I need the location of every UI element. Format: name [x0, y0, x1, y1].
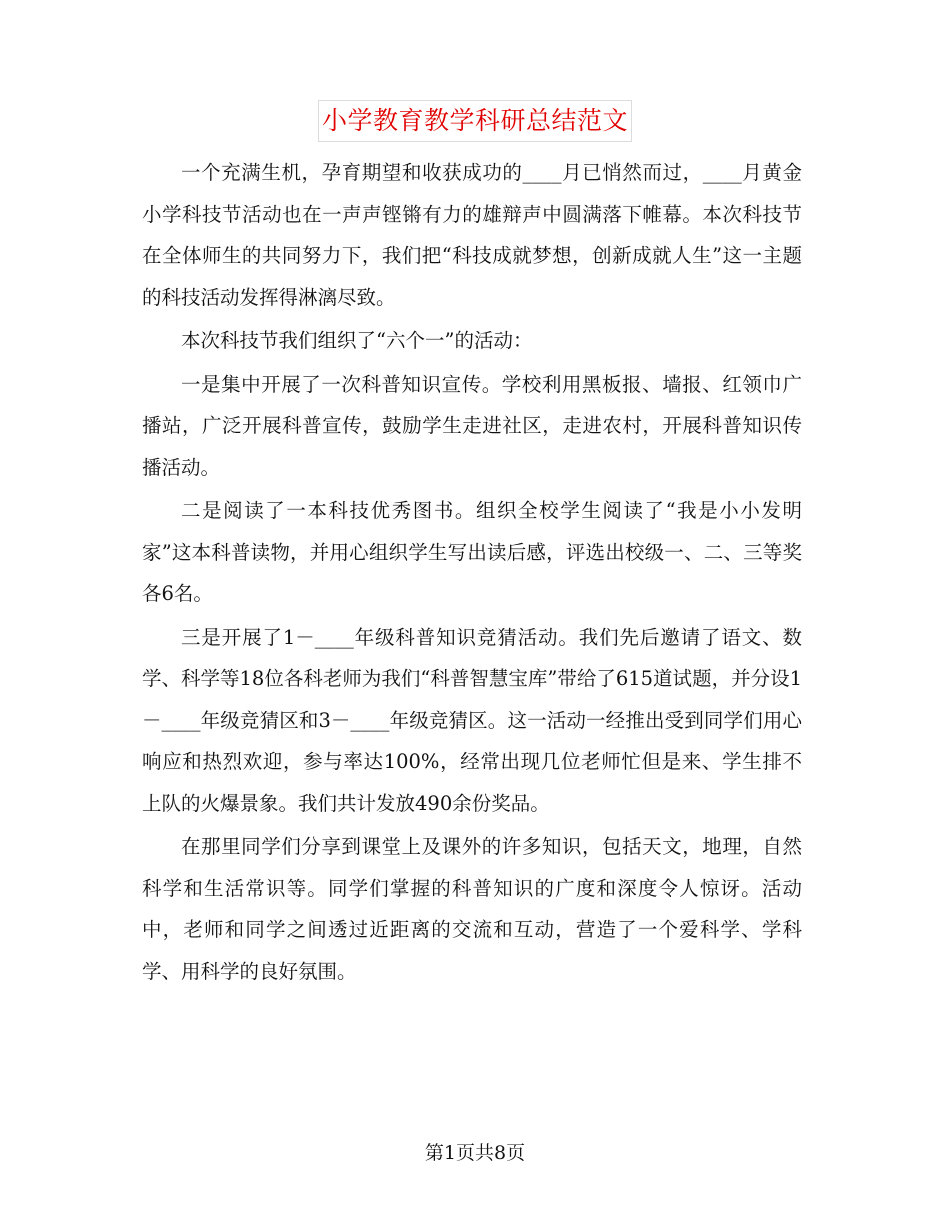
paragraph-4: 二是阅读了一本科技优秀图书。组织全校学生阅读了“我是小小发明家”这本科普读物，并用心组织学生写出读后感，评选出校级一、二、三等奖各6名。 [142, 499, 802, 605]
page-number-footer: 第1页共8页 [424, 1142, 526, 1164]
paragraph-6: 在那里同学们分享到课堂上及课外的许多知识，包括天文，地理，自然科学和生活常识等。同学们掌握的科普知识的广度和深度令人惊讶。活动中，老师和同学之间透过近距离的交流和互动，营造了一个爱科学、学科学、用科学的良好氛围。 [142, 835, 802, 983]
paragraph-3: 一是集中开展了一次科普知识宣传。学校利用黑板报、墙报、红领巾广播站，广泛开展科普宣传，鼓励学生走进社区，走进农村，开展科普知识传播活动。 [142, 372, 802, 479]
title-area [0, 100, 950, 142]
paragraph-1: 一个充满生机，孕育期望和收获成功的____月已悄然而过，____月黄金小学科技节活动也在一声声铿锵有力的雄辩声中圆满落下帷幕。本次科技节在全体师生的共同努力下，我们把“科技成就梦想，创新成就人生”这一主题的科技活动发挥得淋漓尽致。 [142, 161, 802, 309]
paragraph-2: 本次科技节我们组织了“六个一”的活动： [181, 329, 533, 352]
paragraph-5: 三是开展了1－____年级科普知识竞猜活动。我们先后邀请了语文、数学、科学等18位各科老师为我们“科普智慧宝库”带给了615道试题，并分设1－____年级竞猜区和3－____年级竞猜区。这一活动一经推出受到同学们用心响应和热烈欢迎，参与率达100%，经常出现几位老师忙但是来、学生排不上队的火爆景象。我们共计发放490余份奖品。 [142, 625, 802, 815]
document-title: 小学教育教学科研总结范文 [318, 100, 632, 142]
document-body [142, 152, 802, 994]
